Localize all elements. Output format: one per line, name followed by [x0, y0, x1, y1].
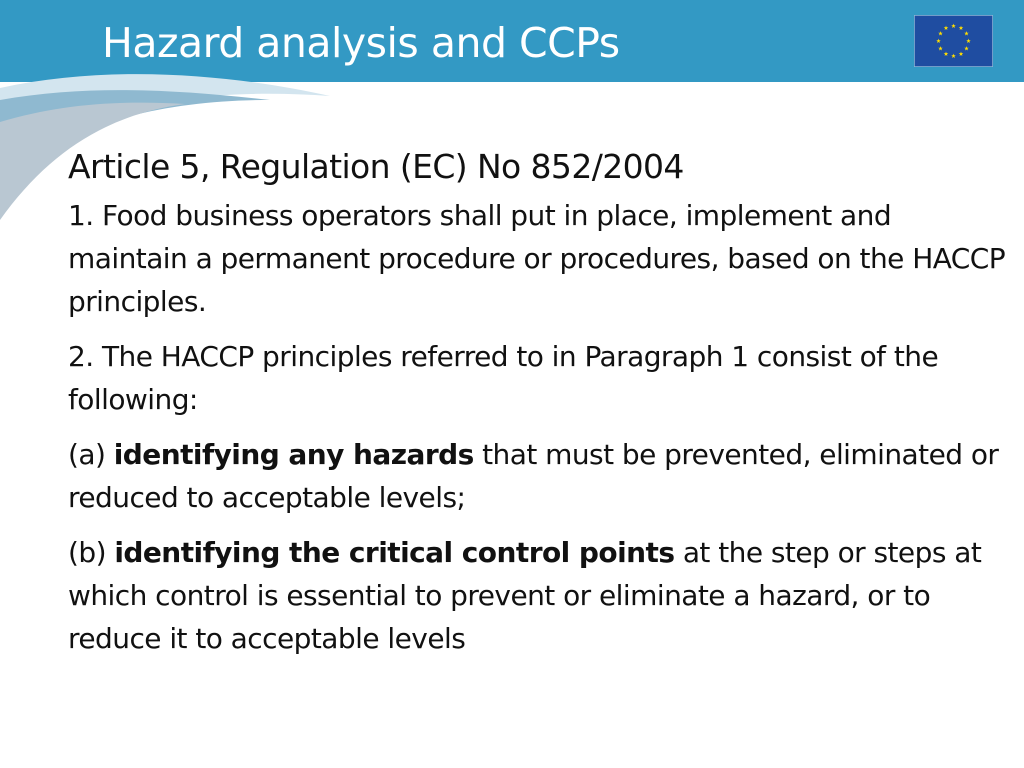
paragraph-1: 1. Food business operators shall put in place, implement and maintain a permanent procedure or procedures, based on the HACCP principles.: [68, 199, 1006, 318]
principle-a-bold: identifying any hazards: [113, 438, 474, 471]
principle-a-rest: that must be prevented, eliminated or reduced to acceptable levels;: [68, 438, 999, 514]
slide-content: [68, 142, 1008, 672]
principle-b-bold: identifying the critical control points: [114, 536, 675, 569]
principle-a-prefix: (a): [68, 438, 114, 471]
article-heading: Article 5, Regulation (EC) No 852/2004: [68, 147, 684, 186]
principle-a: [68, 433, 1008, 519]
eu-flag-icon: [914, 15, 993, 67]
paragraph-2: 2. The HACCP principles referred to in Paragraph 1 consist of the following:: [68, 340, 939, 416]
principle-b-rest: at the step or steps at which control is essential to prevent or eliminate a hazard, or to reduce it to acceptable levels: [68, 536, 982, 655]
principle-b: [68, 531, 1008, 660]
principle-b-prefix: (b): [68, 536, 115, 569]
slide-title: Hazard analysis and CCPs: [102, 19, 620, 67]
